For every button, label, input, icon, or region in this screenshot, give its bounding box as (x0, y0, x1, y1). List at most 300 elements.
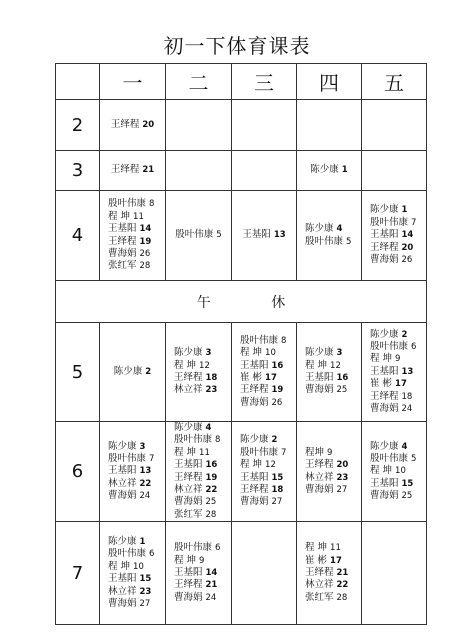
schedule-cell (297, 422, 362, 522)
student-number: 8 (149, 199, 155, 210)
period-number: 7 (56, 522, 100, 625)
student-number: 16 (205, 460, 218, 471)
student-number: 13 (139, 466, 152, 477)
student-entry (108, 441, 163, 453)
student-entry (370, 204, 424, 216)
noon-break-label: 午 休 (56, 281, 427, 323)
schedule-cell (100, 191, 166, 281)
student-name: 崔 彬 (240, 372, 263, 383)
student-name: 王绎程 (110, 118, 140, 130)
student-name: 王绎程 (240, 484, 269, 496)
student-entry (108, 260, 163, 272)
student-number: 17 (395, 379, 407, 390)
student-number: 22 (336, 580, 349, 591)
student-name: 殷叶伟康 (108, 453, 147, 465)
student-number: 16 (271, 360, 284, 371)
student-entry (174, 360, 229, 372)
student-entry (305, 472, 359, 484)
student-number: 12 (199, 360, 210, 371)
student-entry (240, 372, 294, 384)
student-list (100, 198, 165, 272)
student-number: 21 (142, 165, 155, 176)
student-name: 殷叶伟康 (305, 235, 344, 247)
student-list (232, 335, 296, 409)
student-list (100, 164, 165, 176)
student-entry (108, 548, 163, 560)
student-number: 9 (327, 447, 333, 458)
student-number: 10 (133, 561, 144, 572)
student-number: 3 (205, 348, 212, 359)
schedule-cell (166, 191, 232, 281)
student-number: 17 (330, 555, 342, 566)
student-number: 22 (139, 478, 152, 489)
student-name: 程 坤 (174, 446, 197, 458)
student-number: 23 (205, 385, 218, 396)
student-name: 程 坤 (108, 560, 131, 572)
student-name: 陈少康 (370, 204, 399, 216)
student-entry (174, 484, 229, 496)
student-name: 陈少康 (310, 164, 339, 176)
student-name: 崔 彬 (305, 554, 328, 566)
student-entry (240, 434, 294, 446)
student-name: 林立祥 (305, 471, 334, 483)
day-header: 四 (297, 64, 362, 100)
student-list (297, 542, 361, 604)
student-number: 12 (265, 460, 276, 471)
student-number: 25 (336, 385, 348, 396)
student-entry (370, 378, 424, 390)
student-name: 王基阳 (174, 459, 203, 471)
header-row (56, 64, 427, 100)
student-number: 8 (281, 335, 287, 346)
student-number: 13 (273, 230, 286, 241)
period-row (56, 151, 427, 191)
student-name: 曹海娟 (370, 254, 399, 266)
student-name: 曹海娟 (305, 484, 334, 496)
period-number: 4 (56, 191, 100, 281)
student-number: 4 (336, 224, 343, 235)
student-number: 27 (271, 497, 283, 508)
day-header: 三 (232, 64, 297, 100)
student-name: 殷叶伟康 (108, 198, 147, 210)
student-list (362, 329, 426, 416)
period-number: 2 (56, 100, 100, 151)
student-number: 16 (336, 373, 349, 383)
student-entry (305, 384, 359, 396)
student-number: 10 (395, 466, 406, 477)
student-list (166, 347, 231, 397)
student-entry (370, 490, 424, 502)
student-number: 8 (215, 435, 221, 446)
student-entry (370, 478, 424, 490)
student-name: 陈少康 (113, 365, 143, 377)
schedule-cell (232, 323, 297, 422)
student-entry (108, 223, 163, 235)
student-number: 11 (330, 543, 341, 554)
student-entry (174, 555, 229, 567)
student-entry (174, 592, 229, 604)
student-number: 2 (401, 329, 408, 340)
schedule-cell (297, 522, 362, 625)
student-entry (370, 441, 424, 453)
student-list (100, 366, 165, 378)
student-entry (305, 484, 359, 496)
day-header: 五 (362, 64, 427, 100)
student-number: 5 (346, 236, 352, 247)
student-number: 24 (401, 404, 413, 415)
student-name: 陈少康 (305, 347, 334, 359)
schedule-cell (232, 422, 297, 522)
student-name: 陈少康 (108, 440, 137, 452)
student-entry (370, 329, 424, 341)
student-entry (305, 555, 359, 567)
noon-break-row (56, 281, 427, 323)
period-row (56, 422, 427, 522)
student-name: 王基阳 (240, 359, 269, 371)
student-name: 程 坤 (174, 554, 197, 566)
student-name: 陈少康 (370, 440, 399, 452)
student-entry (108, 236, 163, 248)
student-entry (240, 335, 294, 347)
student-entry (174, 579, 229, 591)
student-entry (299, 164, 359, 176)
student-entry (102, 164, 163, 176)
student-number: 1 (401, 205, 408, 216)
schedule-cell (362, 100, 427, 151)
student-entry (240, 484, 294, 496)
period-row (56, 323, 427, 422)
student-number: 5 (216, 230, 222, 241)
student-list (166, 542, 231, 604)
student-entry (108, 573, 163, 585)
student-number: 12 (330, 360, 341, 371)
student-entry (305, 542, 359, 554)
student-number: 6 (149, 549, 155, 560)
student-number: 14 (205, 568, 218, 579)
student-name: 陈少康 (370, 328, 399, 340)
student-name: 殷叶伟康 (108, 548, 147, 560)
student-entry (370, 242, 424, 254)
student-entry (108, 586, 163, 598)
student-number: 27 (139, 599, 151, 610)
student-entry (108, 465, 163, 477)
student-list (362, 204, 426, 266)
student-number: 28 (139, 261, 151, 272)
schedule-cell (232, 522, 297, 625)
student-name: 王基阳 (370, 229, 399, 241)
student-entry (370, 403, 424, 415)
student-entry (305, 592, 359, 604)
schedule-cell (232, 151, 297, 191)
student-number: 7 (411, 217, 417, 228)
student-list (297, 347, 361, 397)
student-name: 王绎程 (174, 372, 203, 383)
student-number: 15 (401, 478, 414, 489)
student-entry (174, 509, 229, 521)
student-list (100, 119, 165, 131)
student-entry (102, 366, 163, 378)
student-name: 程 坤 (108, 210, 131, 222)
student-entry (108, 598, 163, 610)
student-entry (174, 496, 229, 508)
student-name: 曹海娟 (108, 490, 137, 502)
student-number: 20 (401, 242, 414, 253)
schedule-cell (232, 100, 297, 151)
student-list (166, 422, 231, 521)
day-header: 二 (166, 64, 232, 100)
student-number: 6 (215, 543, 221, 554)
student-name: 曹海娟 (108, 598, 137, 610)
schedule-cell (297, 151, 362, 191)
student-name: 王基阳 (108, 573, 137, 585)
student-name: 程 坤 (305, 359, 328, 371)
student-name: 程 坤 (370, 353, 393, 365)
student-number: 1 (139, 537, 146, 548)
student-name: 王基阳 (240, 471, 269, 483)
schedule-cell (166, 151, 232, 191)
student-number: 3 (336, 348, 343, 359)
student-name: 程坤 (305, 446, 325, 458)
student-number: 2 (271, 435, 278, 446)
student-list (232, 434, 296, 508)
student-number: 28 (205, 509, 217, 520)
student-name: 殷叶伟康 (240, 446, 279, 458)
student-number: 24 (139, 491, 151, 502)
period-row (56, 191, 427, 281)
student-number: 19 (271, 385, 284, 396)
student-name: 林立祥 (108, 585, 137, 597)
student-list (232, 229, 296, 241)
student-name: 王绎程 (370, 390, 399, 402)
schedule-cell (297, 191, 362, 281)
student-number: 4 (401, 441, 408, 452)
student-number: 5 (411, 454, 417, 465)
student-number: 4 (205, 423, 212, 433)
student-number: 26 (271, 397, 283, 408)
day-header: 一 (100, 64, 166, 100)
student-name: 曹海娟 (174, 496, 203, 508)
student-name: 殷叶伟康 (174, 542, 213, 554)
student-number: 21 (205, 580, 218, 591)
schedule-cell (100, 422, 166, 522)
student-name: 崔 彬 (370, 378, 393, 390)
student-name: 王绎程 (305, 459, 334, 471)
student-number: 18 (271, 485, 284, 496)
student-entry (174, 384, 229, 396)
student-name: 王绎程 (370, 241, 399, 253)
student-list (297, 164, 361, 176)
student-name: 程 坤 (370, 465, 393, 477)
schedule-cell (166, 522, 232, 625)
student-number: 25 (401, 491, 413, 502)
student-name: 王基阳 (174, 567, 203, 579)
student-name: 林立祥 (108, 477, 137, 489)
student-name: 林立祥 (305, 579, 334, 591)
student-entry (370, 217, 424, 229)
student-name: 王基阳 (370, 477, 399, 489)
student-entry (240, 347, 294, 359)
student-entry (305, 579, 359, 591)
student-number: 18 (205, 373, 218, 383)
student-name: 程 坤 (240, 347, 263, 359)
student-name: 曹海娟 (240, 496, 269, 508)
student-entry (108, 536, 163, 548)
student-entry (305, 459, 359, 471)
student-list (166, 229, 231, 241)
student-entry (240, 384, 294, 396)
student-name: 曹海娟 (108, 247, 137, 259)
student-entry (240, 397, 294, 409)
student-number: 28 (336, 592, 348, 603)
student-number: 7 (281, 447, 287, 458)
student-number: 20 (142, 119, 155, 130)
student-number: 23 (139, 586, 152, 597)
student-number: 14 (401, 230, 414, 241)
period-row (56, 522, 427, 625)
student-entry (108, 478, 163, 490)
student-name: 王绎程 (305, 567, 334, 579)
student-entry (108, 561, 163, 573)
student-entry (305, 347, 359, 359)
student-entry (174, 422, 229, 434)
student-name: 王基阳 (108, 465, 137, 477)
student-entry (174, 434, 229, 446)
student-name: 曹海娟 (240, 396, 269, 408)
student-entry (305, 372, 359, 384)
period-number: 6 (56, 422, 100, 522)
student-name: 曹海娟 (370, 490, 399, 502)
student-name: 程 坤 (305, 542, 328, 554)
student-list (297, 223, 361, 248)
student-name: 王绎程 (240, 384, 269, 396)
student-entry (174, 567, 229, 579)
student-number: 22 (205, 485, 218, 496)
student-name: 王绎程 (110, 164, 140, 176)
student-name: 曹海娟 (305, 384, 334, 396)
student-list (100, 441, 165, 503)
student-entry (240, 459, 294, 471)
student-entry (305, 567, 359, 579)
student-number: 26 (401, 255, 413, 266)
student-list (297, 447, 361, 497)
student-entry (240, 496, 294, 508)
schedule-cell (166, 323, 232, 422)
student-name: 王基阳 (305, 372, 334, 383)
student-entry (370, 453, 424, 465)
student-name: 王基阳 (108, 223, 137, 235)
schedule-table (55, 63, 427, 625)
student-entry (174, 459, 229, 471)
student-entry (370, 341, 424, 353)
student-entry (108, 453, 163, 465)
student-entry (174, 347, 229, 359)
student-number: 6 (411, 341, 417, 352)
student-name: 陈少康 (174, 347, 203, 359)
student-name: 林立祥 (174, 384, 203, 396)
student-entry (240, 447, 294, 459)
student-entry (370, 353, 424, 365)
student-name: 王绎程 (174, 579, 203, 591)
student-name: 王基阳 (242, 229, 271, 241)
student-entry (174, 472, 229, 484)
student-entry (108, 211, 163, 223)
student-entry (370, 254, 424, 266)
student-entry (370, 465, 424, 477)
student-name: 王基阳 (370, 365, 399, 377)
student-name: 殷叶伟康 (240, 334, 279, 346)
schedule-cell (297, 323, 362, 422)
student-name: 林立祥 (174, 484, 203, 496)
student-entry (174, 542, 229, 554)
student-number: 21 (336, 568, 349, 579)
schedule-cell (166, 100, 232, 151)
student-entry (305, 360, 359, 372)
student-name: 程 坤 (174, 359, 197, 371)
corner-cell (56, 64, 100, 100)
student-number: 17 (265, 373, 277, 383)
schedule-cell (100, 151, 166, 191)
student-number: 10 (265, 348, 276, 359)
schedule-cell (100, 100, 166, 151)
student-entry (305, 447, 359, 459)
schedule-cell (362, 191, 427, 281)
student-name: 陈少康 (305, 223, 334, 235)
student-entry (108, 248, 163, 260)
student-number: 13 (401, 366, 414, 377)
student-number: 19 (205, 472, 218, 483)
schedule-cell (362, 151, 427, 191)
period-row (56, 100, 427, 151)
schedule-cell (166, 422, 232, 522)
student-entry (168, 229, 229, 241)
student-number: 23 (336, 472, 349, 483)
page-title: 初一下体育课表 (163, 34, 311, 58)
student-entry (370, 366, 424, 378)
student-number: 7 (149, 454, 155, 465)
student-number: 1 (341, 165, 348, 176)
period-number: 5 (56, 323, 100, 422)
schedule-cell (362, 422, 427, 522)
student-number: 26 (139, 248, 151, 259)
student-name: 殷叶伟康 (370, 340, 409, 352)
schedule-cell (100, 522, 166, 625)
student-name: 陈少康 (108, 536, 137, 548)
student-list (362, 441, 426, 503)
student-number: 9 (199, 555, 205, 566)
student-number: 3 (139, 441, 146, 452)
student-number: 15 (139, 574, 152, 585)
student-entry (174, 447, 229, 459)
student-name: 曹海娟 (174, 591, 203, 603)
period-number: 3 (56, 151, 100, 191)
student-name: 王绎程 (174, 471, 203, 483)
student-entry (370, 391, 424, 403)
student-number: 19 (139, 236, 152, 247)
schedule-cell (297, 100, 362, 151)
student-entry (108, 490, 163, 502)
student-number: 11 (133, 211, 144, 222)
student-entry (305, 223, 359, 235)
student-number: 20 (336, 460, 349, 471)
schedule-cell (232, 191, 297, 281)
student-number: 24 (205, 592, 217, 603)
student-entry (108, 198, 163, 210)
student-entry (102, 119, 163, 131)
student-name: 殷叶伟康 (370, 216, 409, 228)
schedule-cell (362, 323, 427, 422)
student-number: 9 (395, 354, 401, 365)
student-name: 张红军 (305, 591, 334, 603)
